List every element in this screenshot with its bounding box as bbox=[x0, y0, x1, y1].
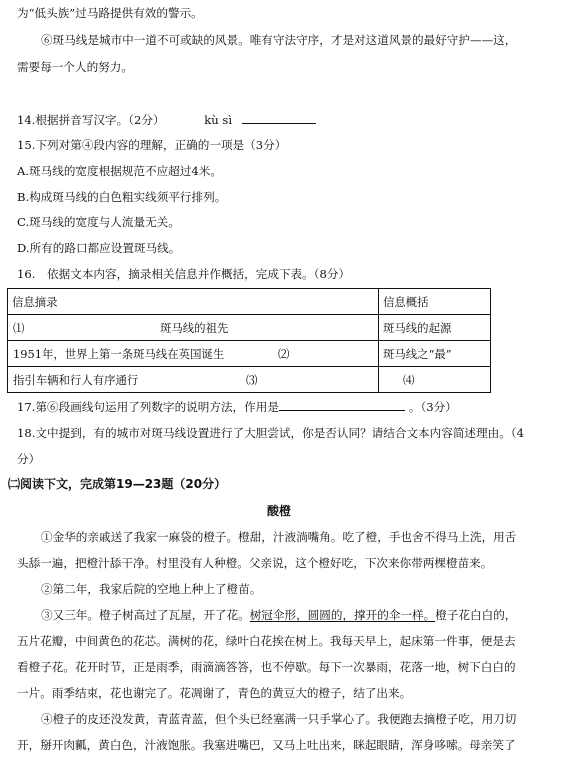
pinyin: kù sì bbox=[204, 113, 233, 127]
paragraph-line: 五片花瓣，中间黄色的花芯。满树的花，绿叶白花挨在树上。我每天早上，起床第一件事，便是去 bbox=[17, 634, 516, 648]
paragraph-line: 开，掰开肉瓤，黄白色，汁液饱胀。我塞进嘴巴，又马上吐出来，眯起眼睛，浑身哆嗦。母亲笑了 bbox=[17, 738, 516, 752]
paragraph-line: ②第二年，我家后院的空地上种上了橙苗。 bbox=[41, 582, 262, 596]
text-segment: ③又三年。橙子树高过了瓦屋，开了花。 bbox=[41, 608, 250, 622]
option-a: A.斑马线的宽度根据规范不应超过4米。 bbox=[17, 164, 222, 178]
table-header: 信息摘录 bbox=[8, 289, 379, 315]
paragraph-line: 看橙子花。花开时节，正是雨季，雨滴滴答答，也不停歇。每下一次暴雨，花落一地，树下白白的 bbox=[17, 660, 516, 674]
cell-text: 斑马线的祖先 bbox=[160, 321, 229, 335]
question-17 bbox=[17, 398, 457, 415]
table-row bbox=[8, 315, 491, 341]
cell-text: 1951年，世界上第一条斑马线在英国诞生 bbox=[13, 347, 225, 361]
paragraph-line: 一片。雨季结束，花也谢完了。花凋谢了，青色的黄豆大的橙子，结了出来。 bbox=[17, 686, 412, 700]
section-heading: ㈡阅读下文，完成第19—23题（20分） bbox=[8, 477, 227, 491]
question-16: 16. 依据文本内容，摘录相关信息并作概括，完成下表。（8分） bbox=[17, 267, 351, 281]
cell-text: 指引车辆和行人有序通行 bbox=[13, 373, 139, 387]
blank-marker[interactable]: ⑵ bbox=[278, 347, 290, 361]
paragraph-line bbox=[41, 607, 516, 623]
paragraph-line: ④橙子的皮还没发黄，青蓝青蓝，但个头已经塞满一只手掌心了。我便跑去摘橙子吃，用刀切 bbox=[41, 712, 517, 726]
table-cell bbox=[8, 367, 379, 393]
question-17-suffix: 。（3分） bbox=[408, 400, 457, 414]
table-row bbox=[8, 367, 491, 393]
text-segment: 橙子花白白的， bbox=[435, 608, 517, 622]
question-17-text: 17.第⑥段画线句运用了列数字的说明方法，作用是 bbox=[17, 400, 279, 414]
blank-marker[interactable]: ⑴ bbox=[13, 321, 25, 335]
question-15: 15.下列对第④段内容的理解，正确的一项是（3分） bbox=[17, 138, 287, 152]
table-header-row bbox=[8, 289, 491, 315]
table-cell: 斑马线的起源 bbox=[379, 315, 491, 341]
answer-blank[interactable] bbox=[242, 111, 316, 124]
table-cell: 斑马线之“最” bbox=[379, 341, 491, 367]
underlined-sentence: 树冠伞形，圆圆的，撑开的伞一样。 bbox=[249, 608, 436, 622]
text-line: 需要每一个人的努力。 bbox=[17, 60, 133, 74]
info-table bbox=[7, 288, 491, 393]
paragraph-line: 头舔一遍，把橙汁舔干净。村里没有人种橙。父亲说，这个橙好吃，下次来你带两棵橙苗来。 bbox=[17, 556, 493, 570]
question-14-text: 14.根据拼音写汉字。（2分） bbox=[17, 113, 165, 127]
question-18: 18.文中提到，有的城市对斑马线设置进行了大胆尝试，你是否认同？请结合文本内容简述理由。（4 bbox=[17, 426, 524, 440]
blank-marker[interactable]: ⑶ bbox=[246, 373, 258, 387]
question-18-cont: 分） bbox=[17, 452, 41, 466]
blank-marker[interactable]: ⑷ bbox=[403, 372, 415, 387]
option-d: D.所有的路口都应设置斑马线。 bbox=[17, 241, 181, 255]
option-c: C.斑马线的宽度与人流量无关。 bbox=[17, 215, 180, 229]
text-line: ⑥斑马线是城市中一道不可或缺的风景。唯有守法守序，才是对这道风景的最好守护——这， bbox=[41, 33, 517, 47]
table-cell bbox=[8, 341, 379, 367]
paragraph-line: ①金华的亲戚送了我家一麻袋的橙子。橙甜，汁液淌嘴角。吃了橙，手也舍不得马上洗，用舌 bbox=[41, 530, 517, 544]
passage-title: 酸橙 bbox=[267, 504, 292, 518]
table-cell bbox=[8, 315, 379, 341]
text-line: 为“低头族”过马路提供有效的警示。 bbox=[17, 6, 203, 20]
table-cell bbox=[379, 367, 491, 393]
answer-blank[interactable] bbox=[279, 398, 405, 411]
question-14 bbox=[17, 111, 316, 128]
option-b: B.构成斑马线的白色粗实线须平行排列。 bbox=[17, 190, 227, 204]
table-row bbox=[8, 341, 491, 367]
table-header: 信息概括 bbox=[379, 289, 491, 315]
